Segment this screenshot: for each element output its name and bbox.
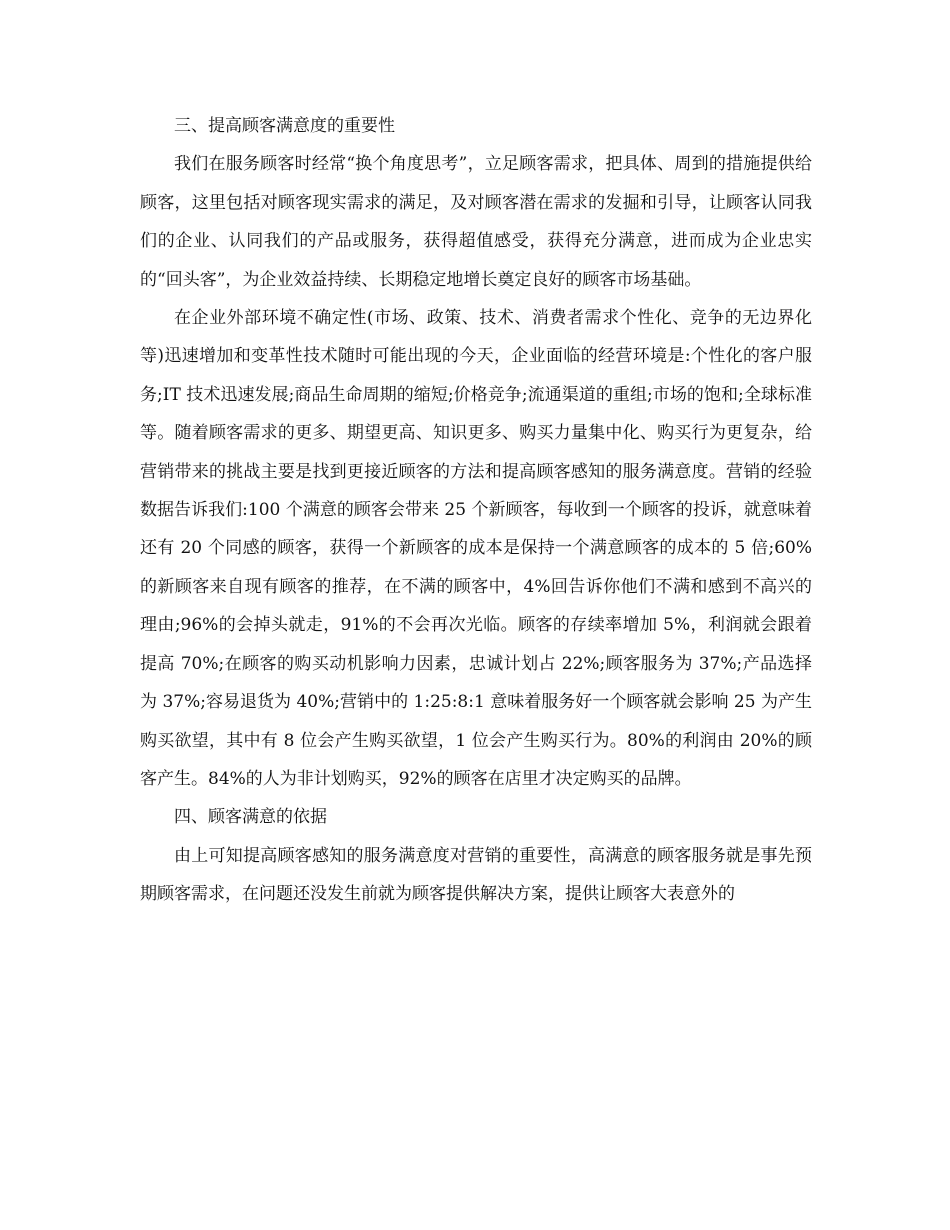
- section-heading-basis: 四、顾客满意的依据: [174, 807, 327, 828]
- document-body: [140, 107, 812, 914]
- paragraph-business-environment: 在企业外部环境不确定性(市场、政策、技术、消费者需求个性化、竞争的无边界化等)迅速增加和变革性技术随时可能出现的今天，企业面临的经营环境是:个性化的客户服务;IT 技术迅速发展;商品生命周期的缩短;价格竞争;流通渠道的重组;市场的饱和;全球标准等。随着顾客需求的更多、期望更高、知识更多、购买力量集中化、购买行为更复杂，给营销带来的挑战主要是找到更接近顾客的方法和提高顾客感知的服务满意度。营销的经验数据告诉我们:100 个满意的顾客会带来 25 个新顾客，每收到一个顾客的投诉，就意味着还有 20 个同感的顾客，获得一个新顾客的成本是保持一个满意顾客的成本的 5 倍;60%的新顾客来自现有顾客的推荐，在不满的顾客中，4%回告诉你他们不满和感到不高兴的理由;96%的会掉头就走，91%的不会再次光临。顾客的存续率增加 5%，利润就会跟着提高 70%;在顾客的购买动机影响力因素，忠诚计划占 22%;顾客服务为 37%;产品选择为 37%;容易退货为 40%;营销中的 1:25:8:1 意味着服务好一个顾客就会影响 25 为产生购买欲望，其中有 8 位会产生购买欲望，1 位会产生购买行为。80%的利润由 20%的顾客产生。84%的人为非计划购买，92%的顾客在店里才决定购买的品牌。: [140, 308, 812, 789]
- section-heading-importance: 三、提高顾客满意度的重要性: [174, 116, 395, 136]
- paragraph-satisfaction-basis: 由上可知提高顾客感知的服务满意度对营销的重要性，高满意的顾客服务就是事先预期顾客需求，在问题还没发生前就为顾客提供解决方案，提供让顾客大表意外的: [140, 845, 812, 905]
- paragraph-service-perspective: 我们在服务顾客时经常“换个角度思考”，立足顾客需求，把具体、周到的措施提供给顾客，这里包括对顾客现实需求的满足，及对顾客潜在需求的发掘和引导，让顾客认同我们的企业、认同我们的产品或服务，获得超值感受，获得充分满意，进而成为企业忠实的“回头客”，为企业效益持续、长期稳定地增长奠定良好的顾客市场基础。: [140, 154, 812, 290]
